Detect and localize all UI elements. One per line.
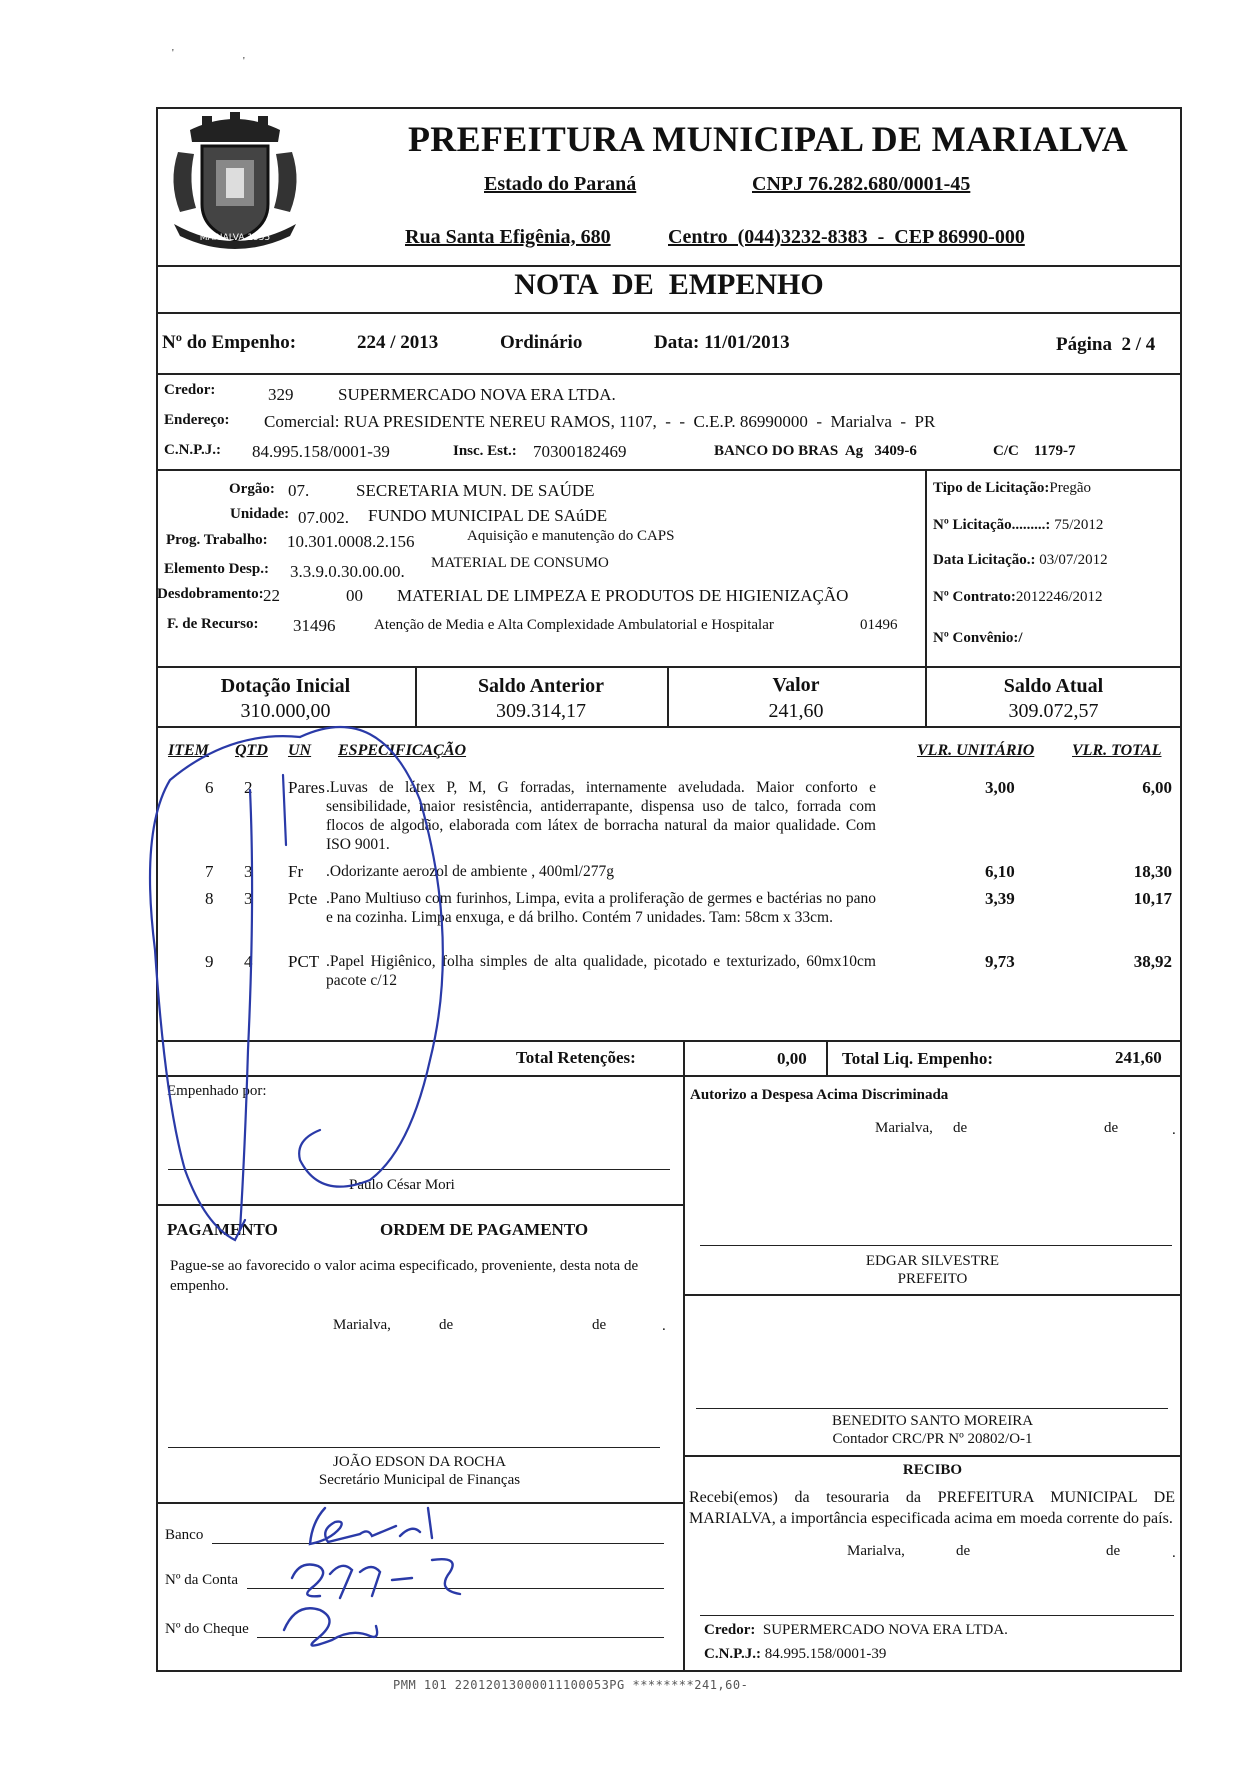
saldo-anterior-value: 309.314,17 [496, 700, 586, 722]
item-un: Pares [288, 778, 325, 797]
desdobramento-name: MATERIAL DE LIMPEZA E PRODUTOS DE HIGIENIZAÇÃO [397, 586, 849, 605]
recibo-cnpj-label: C.N.P.J.: [704, 1646, 761, 1662]
item-description: .Papel Higiênico, folha simples de alta qualidade, picotado e texturizado, 60mx10cm pacote c/12 [326, 953, 876, 989]
saldo-atual-label: Saldo Atual [1003, 675, 1104, 697]
contact-label: Centro (044)3232-8383 - CEP 86990-000 [668, 226, 1025, 248]
col-item-header: ITEM [168, 742, 209, 759]
item-unit-value: 3,00 [985, 778, 1015, 797]
col-total-header: VLR. TOTAL [1072, 742, 1162, 759]
bank-info: BANCO DO BRAS Ag 3409-6 [714, 443, 917, 459]
item-number: 7 [205, 862, 214, 881]
recibo-cnpj-value: 84.995.158/0001-39 [764, 1646, 887, 1662]
item-un: Fr [288, 862, 304, 881]
account-info: C/C 1179-7 [993, 443, 1076, 459]
recurso-label: F. de Recurso: [167, 616, 259, 632]
item-total-value: 18,30 [1133, 862, 1172, 881]
orgao-code: 07. [288, 481, 310, 500]
desdobramento-a: 22 [263, 586, 280, 605]
total-retencoes-value: 0,00 [777, 1049, 807, 1068]
desdobramento-b: 00 [346, 586, 363, 605]
contador-title: Contador CRC/PR Nº 20802/O-1 [832, 1431, 1033, 1447]
item-qtd: 3 [244, 889, 253, 908]
item-total-value: 6,00 [1142, 778, 1172, 797]
valor-value: 241,60 [768, 700, 824, 722]
pague-text: Pague-se ao favorecido o valor acima especificado, proveniente, desta nota de empenho. [170, 1258, 639, 1294]
contador-name: BENEDITO SANTO MOREIRA [831, 1413, 1034, 1429]
saldo-anterior-label: Saldo Anterior [477, 675, 605, 697]
banco-label: Banco [165, 1527, 204, 1543]
item-description: .Luvas de látex P, M, G forradas, internamente aveludada. Maior conforto e sensibilidade, maior resistência, antiderrapante, dispensa uso de talco, forrada com flocos de algodão, elaborada com látex de borracha natural da maior qualidade. Com ISO 9001. [326, 779, 876, 853]
empenho-date: Data: 11/01/2013 [654, 332, 790, 353]
col-un-header: UN [288, 742, 312, 759]
conta-label: Nº da Conta [165, 1572, 238, 1588]
saldo-atual-value: 309.072,57 [1008, 700, 1099, 722]
col-unit-header: VLR. UNITÁRIO [917, 742, 1035, 759]
credor-address: Comercial: RUA PRESIDENTE NEREU RAMOS, 1107, - - C.E.P. 86990000 - Marialva - PR [264, 412, 936, 431]
recibo-de-1: de [956, 1543, 971, 1559]
autorizo-de-2: de [1104, 1120, 1119, 1136]
total-liquido-label: Total Liq. Empenho: [842, 1049, 993, 1068]
scan-mark: ' [172, 48, 174, 59]
item-un: Pcte [288, 889, 318, 908]
prefeito-name: EDGAR SILVESTRE [865, 1253, 1000, 1269]
recurso-code: 31496 [293, 616, 336, 635]
item-number: 6 [205, 778, 214, 797]
endereco-label: Endereço: [164, 412, 230, 428]
address-label: Rua Santa Efigênia, 680 [405, 226, 611, 248]
pagamento-de-2: de [592, 1317, 607, 1333]
col-spec-header: ESPECIFICAÇÃO [338, 742, 467, 759]
unidade-code: 07.002. [298, 508, 349, 527]
tipo-licitacao-value: Pregão [1049, 480, 1092, 496]
pagamento-label: PAGAMENTO [167, 1220, 278, 1239]
recurso-name: Atenção de Media e Alta Complexidade Ambulatorial e Hospitalar [374, 617, 774, 633]
elemento-code: 3.3.9.0.30.00.00. [290, 562, 405, 581]
item-total-value: 38,92 [1133, 952, 1172, 971]
item-description: .Pano Multiuso com furinhos, Limpa, evita a proliferação de germes e bactérias no pano e na cozinha. Limpa enxuga, e dá brilho. Contém 7 unidades. Tam: 58cm x 33cm. [326, 890, 876, 926]
item-number: 8 [205, 889, 214, 908]
prog-code: 10.301.0008.2.156 [287, 532, 415, 551]
svg-text:MARIALVA 1955: MARIALVA 1955 [199, 233, 271, 243]
cnpj-credor-label: C.N.P.J.: [164, 442, 221, 458]
pagamento-place: Marialva, [333, 1317, 391, 1333]
recibo-credor-name: SUPERMERCADO NOVA ERA LTDA. [762, 1622, 1008, 1638]
item-qtd: 4 [244, 952, 253, 971]
col-qtd-header: QTD [235, 742, 268, 759]
secretario-title: Secretário Municipal de Finanças [318, 1472, 521, 1488]
num-licitacao-value: 75/2012 [1054, 517, 1104, 533]
elemento-label: Elemento Desp.: [164, 561, 269, 577]
autorizo-de-1: de [953, 1120, 968, 1136]
item-total-value: 10,17 [1133, 889, 1172, 908]
contrato-value: 2012246/2012 [1015, 589, 1103, 605]
data-licitacao-key: Data Licitação.: [933, 552, 1036, 568]
dotacao-value: 310.000,00 [240, 700, 331, 722]
autorizo-label: Autorizo a Despesa Acima Discriminada [690, 1087, 949, 1103]
credor-name: SUPERMERCADO NOVA ERA LTDA. [338, 385, 616, 404]
tipo-licitacao-key: Tipo de Licitação: [933, 480, 1050, 496]
total-retencoes-label: Total Retenções: [516, 1048, 636, 1067]
prog-label: Prog. Trabalho: [166, 532, 268, 548]
insc-value: 70300182469 [533, 442, 627, 461]
empenhado-name: Paulo César Mori [349, 1177, 455, 1193]
scan-mark: ' [243, 56, 245, 67]
municipality-title: PREFEITURA MUNICIPAL DE MARIALVA [408, 119, 1129, 159]
valor-label: Valor [772, 674, 820, 696]
recibo-text: Recebi(emos) da tesouraria da PREFEITURA MUNICIPAL DE MARIALVA, a importância especificada acima em moeda corrente do país. [689, 1489, 1175, 1527]
item-unit-value: 3,39 [985, 889, 1015, 908]
recibo-credor-label: Credor: [704, 1622, 756, 1638]
orgao-name: SECRETARIA MUN. DE SAÚDE [356, 481, 595, 500]
data-licitacao-value: 03/07/2012 [1039, 552, 1108, 568]
item-number: 9 [205, 952, 214, 971]
item-un: PCT [288, 952, 320, 971]
empenhado-por-label: Empenhado por: [167, 1083, 267, 1099]
convenio-label: Nº Convênio:/ [933, 630, 1023, 646]
elemento-name: MATERIAL DE CONSUMO [431, 555, 609, 571]
empenho-label: Nº do Empenho: [162, 332, 297, 353]
recibo-dot: . [1172, 1545, 1176, 1561]
state-label: Estado do Paraná [484, 173, 637, 195]
pagamento-de-1: de [439, 1317, 454, 1333]
credor-label: Credor: [164, 382, 216, 398]
dotacao-label: Dotação Inicial [220, 675, 351, 697]
recibo-place: Marialva, [847, 1543, 905, 1559]
orgao-label: Orgão: [229, 481, 275, 497]
empenho-number: 224 / 2013 [357, 332, 439, 353]
item-qtd: 2 [244, 778, 253, 797]
autorizo-dot: . [1172, 1122, 1176, 1138]
total-liquido-value: 241,60 [1115, 1048, 1162, 1067]
prefeito-title: PREFEITO [897, 1271, 968, 1287]
recibo-title: RECIBO [902, 1462, 963, 1478]
prog-name: Aquisição e manutenção do CAPS [467, 528, 675, 544]
autorizo-place: Marialva, [875, 1120, 933, 1136]
item-unit-value: 9,73 [985, 952, 1015, 971]
recibo-de-2: de [1106, 1543, 1121, 1559]
secretario-name: JOÃO EDSON DA ROCHA [333, 1454, 506, 1470]
num-licitacao-key: Nº Licitação.........: [933, 517, 1051, 533]
empenho-type: Ordinário [500, 332, 583, 353]
credor-code: 329 [268, 385, 294, 404]
cnpj-label: CNPJ 76.282.680/0001-45 [752, 173, 971, 195]
credor-cnpj: 84.995.158/0001-39 [252, 442, 390, 461]
item-description: .Odorizante aerozol de ambiente , 400ml/277g [326, 863, 614, 880]
ordem-pagamento-label: ORDEM DE PAGAMENTO [380, 1220, 589, 1239]
desdobramento-label: Desdobramento: [157, 586, 264, 602]
page-number: Página 2 / 4 [1056, 334, 1156, 355]
pagamento-dot: . [662, 1318, 666, 1334]
item-qtd: 3 [244, 862, 253, 881]
contrato-key: Nº Contrato: [933, 589, 1016, 605]
item-unit-value: 6,10 [985, 862, 1015, 881]
unidade-label: Unidade: [230, 506, 290, 522]
cheque-label: Nº do Cheque [165, 1621, 249, 1637]
unidade-name: FUNDO MUNICIPAL DE SAúDE [368, 506, 608, 525]
document-title: NOTA DE EMPENHO [514, 268, 824, 301]
barcode-text: PMM 101 22012013000011100053PG ********241,60- [393, 1678, 749, 1692]
insc-label: Insc. Est.: [453, 443, 517, 459]
recurso-code2: 01496 [860, 617, 898, 633]
